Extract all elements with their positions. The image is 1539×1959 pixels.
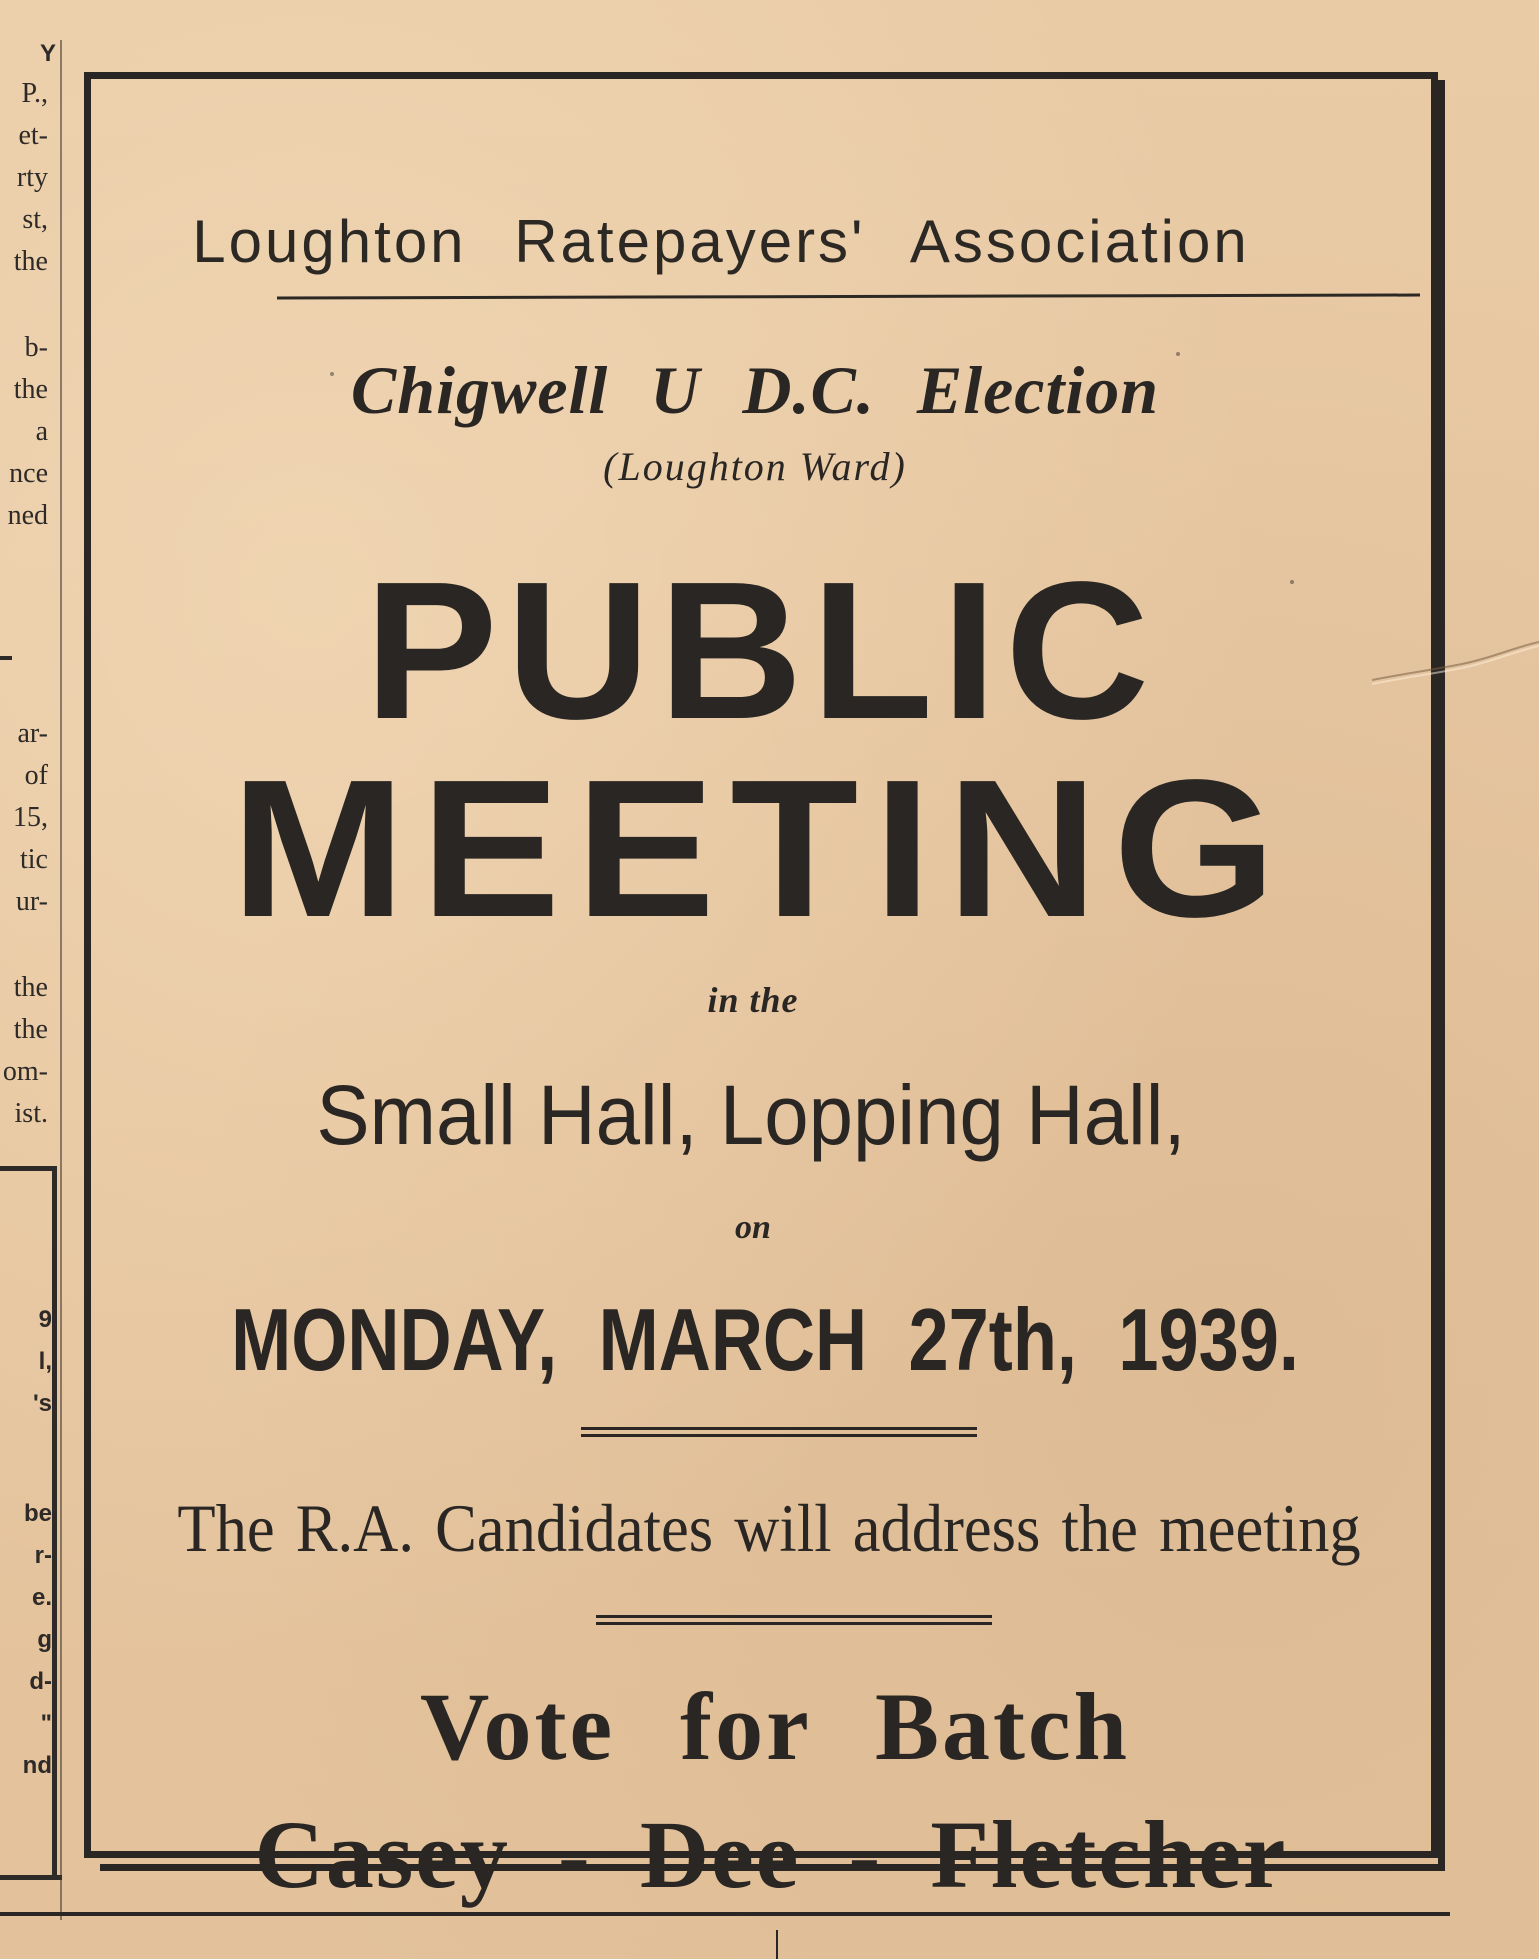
venue: Small Hall, Lopping Hall,	[316, 1068, 1186, 1162]
fragment: 9	[38, 1306, 52, 1333]
fragment: st,	[22, 204, 48, 235]
association-underline	[277, 294, 1420, 300]
adjacent-box-border	[0, 1166, 57, 1171]
public-meeting-advert	[84, 72, 1438, 1908]
fragment: Y	[39, 40, 56, 67]
adjacent-box-border	[52, 1166, 57, 1880]
ink-speck	[1176, 352, 1180, 356]
candidates-note: The R.A. Candidates will address the meeting	[177, 1490, 1361, 1566]
double-rule	[581, 1427, 977, 1437]
meeting-date: MONDAY, MARCH 27th, 1939.	[231, 1290, 1299, 1389]
fragment: nd	[22, 1752, 52, 1779]
advert-border-shadow	[1438, 80, 1445, 1866]
fragment: the	[13, 972, 48, 1003]
fragment: 15,	[13, 802, 48, 833]
fragment: l,	[38, 1348, 52, 1375]
fragment: the	[13, 1014, 48, 1045]
column-separator	[60, 40, 62, 1920]
ward-name: (Loughton Ward)	[603, 444, 907, 489]
on-text: on	[735, 1209, 771, 1246]
fragment: "	[40, 1710, 52, 1737]
fragment: 's	[32, 1390, 52, 1417]
fragment: e.	[31, 1584, 52, 1611]
fragment: the	[13, 374, 48, 405]
column-separator	[776, 1930, 778, 1959]
headline-meeting: MEETING	[230, 739, 1292, 958]
fragment: ur-	[15, 886, 48, 917]
fragment: a	[35, 416, 48, 447]
ink-speck	[330, 372, 334, 376]
fragment: be	[23, 1500, 52, 1527]
fragment: et-	[18, 120, 48, 151]
fragment: ist.	[14, 1098, 48, 1129]
fragment: b-	[24, 332, 48, 363]
fragment: ned	[7, 500, 48, 531]
headline-public: PUBLIC	[364, 541, 1158, 760]
fragment: r-	[34, 1542, 52, 1569]
election-title: Chigwell U D.C. Election	[350, 352, 1160, 428]
adjacent-box-border	[0, 1875, 62, 1880]
left-column-fragments	[0, 0, 62, 1959]
page-bottom-rule	[0, 1912, 1450, 1916]
double-rule	[596, 1615, 992, 1625]
fragment: tic	[20, 844, 48, 875]
candidate-names: Casey - Dee - Fletcher	[254, 1801, 1288, 1908]
fragment: of	[24, 760, 48, 791]
ink-speck	[1290, 580, 1294, 584]
fragment: the	[13, 246, 48, 277]
association-name: Loughton Ratepayers' Association	[192, 208, 1250, 275]
in-the-text: in the	[707, 980, 799, 1020]
fragment: P.,	[21, 78, 48, 109]
fragment: ar-	[17, 718, 48, 749]
fragment: g	[37, 1626, 52, 1653]
fragment: om-	[2, 1056, 48, 1087]
column-rule	[0, 656, 12, 660]
fragment: nce	[9, 458, 48, 489]
fragment: rty	[16, 162, 48, 193]
vote-line: Vote for Batch	[420, 1673, 1130, 1780]
fragment: d-	[29, 1668, 52, 1695]
